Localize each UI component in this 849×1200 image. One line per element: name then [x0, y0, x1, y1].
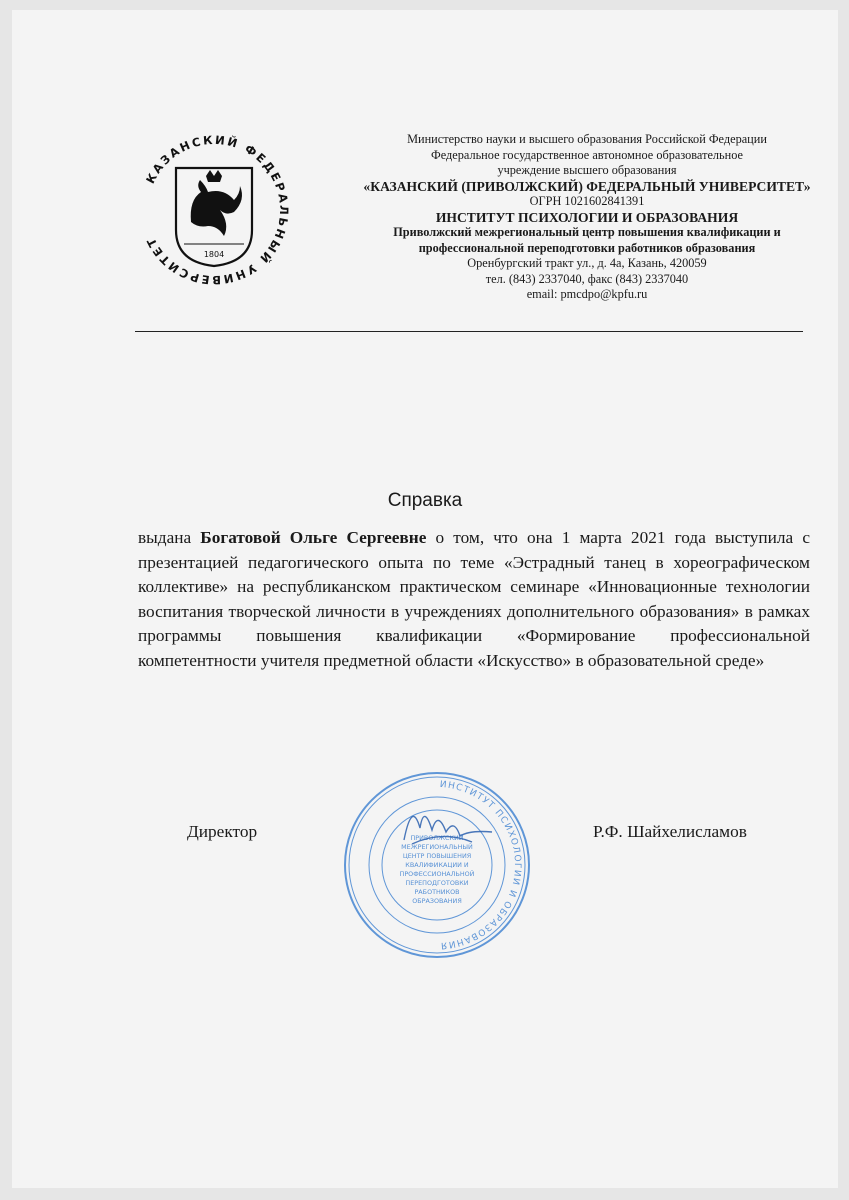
center-name-line1: Приволжский межрегиональный центр повышения квалификации и — [393, 225, 781, 239]
logo-year: 1804 — [203, 250, 225, 259]
stamp-center-line: ПРОФЕССИОНАЛЬНОЙ — [399, 870, 475, 878]
official-stamp — [342, 770, 532, 960]
email: email: pmcdpo@kpfu.ru — [526, 287, 648, 301]
center-name-line2: профессиональной переподготовки работников образования — [418, 240, 756, 255]
phone-fax: тел. (843) 2337040, факс (843) 2337040 — [485, 271, 689, 286]
stamp-center-line: ОБРАЗОВАНИЯ — [412, 897, 462, 905]
stamp-center-line: КВАЛИФИКАЦИИ И — [405, 861, 469, 869]
stamp-center-line: ПРИВОЛЖСКИЙ — [410, 834, 464, 842]
ogrn: ОГРН 1021602841391 — [529, 194, 645, 208]
header-divider — [135, 331, 803, 332]
signatory-position: Директор — [187, 822, 258, 841]
document-page — [12, 10, 838, 1188]
stamp-center-line: ЦЕНТР ПОВЫШЕНИЯ — [402, 852, 472, 860]
document-title: Справка — [387, 490, 463, 511]
address: Оренбургский тракт ул., д. 4а, Казань, 420059 — [467, 256, 707, 270]
stamp-ring-text: ИНСТИТУТ ПСИХОЛОГИИ И ОБРАЗОВАНИЯ — [439, 779, 523, 951]
university-logo — [134, 130, 294, 290]
stamp-center-line: РАБОТНИКОВ — [414, 888, 460, 896]
federal-line: Федеральное государственное автономное образовательное — [431, 147, 743, 162]
document-body — [138, 526, 810, 674]
body-intro: выдана — [138, 528, 201, 547]
ministry-line: Министерство науки и высшего образования Российской Федерации — [407, 132, 767, 146]
body-text: о том, что она 1 марта 2021 года выступила с презентацией педагогического опыта по теме «Эстрадный танец в хореографическом коллективе» на республиканском практическом семинаре «Инновационные технологии воспитания творческой личности в учреждениях дополнительного образования» в рамках программы повышения квалификации «Формирование профессиональной компетентности учителя предметной области «Искусство» в образовательной среде» — [138, 528, 810, 670]
university-name: «КАЗАНСКИЙ (ПРИВОЛЖСКИЙ) ФЕДЕРАЛЬНЫЙ УНИВЕРСИТЕТ» — [363, 178, 811, 194]
institute-name: ИНСТИТУТ ПСИХОЛОГИИ И ОБРАЗОВАНИЯ — [435, 209, 739, 225]
signatory-name: Р.Ф. Шайхелисламов — [593, 822, 747, 841]
letterhead — [342, 132, 832, 303]
stamp-center-line: МЕЖРЕГИОНАЛЬНЫЙ — [401, 843, 473, 851]
recipient-name: Богатовой Ольге Сергеевне — [200, 528, 427, 547]
stamp-center-line: ПЕРЕПОДГОТОВКИ — [405, 879, 469, 887]
logo-arc-text: КАЗАНСКИЙ ФЕДЕРАЛЬНЫЙ УНИВЕРСИТЕТ — [143, 132, 292, 288]
institution-type-line: учреждение высшего образования — [497, 163, 677, 177]
